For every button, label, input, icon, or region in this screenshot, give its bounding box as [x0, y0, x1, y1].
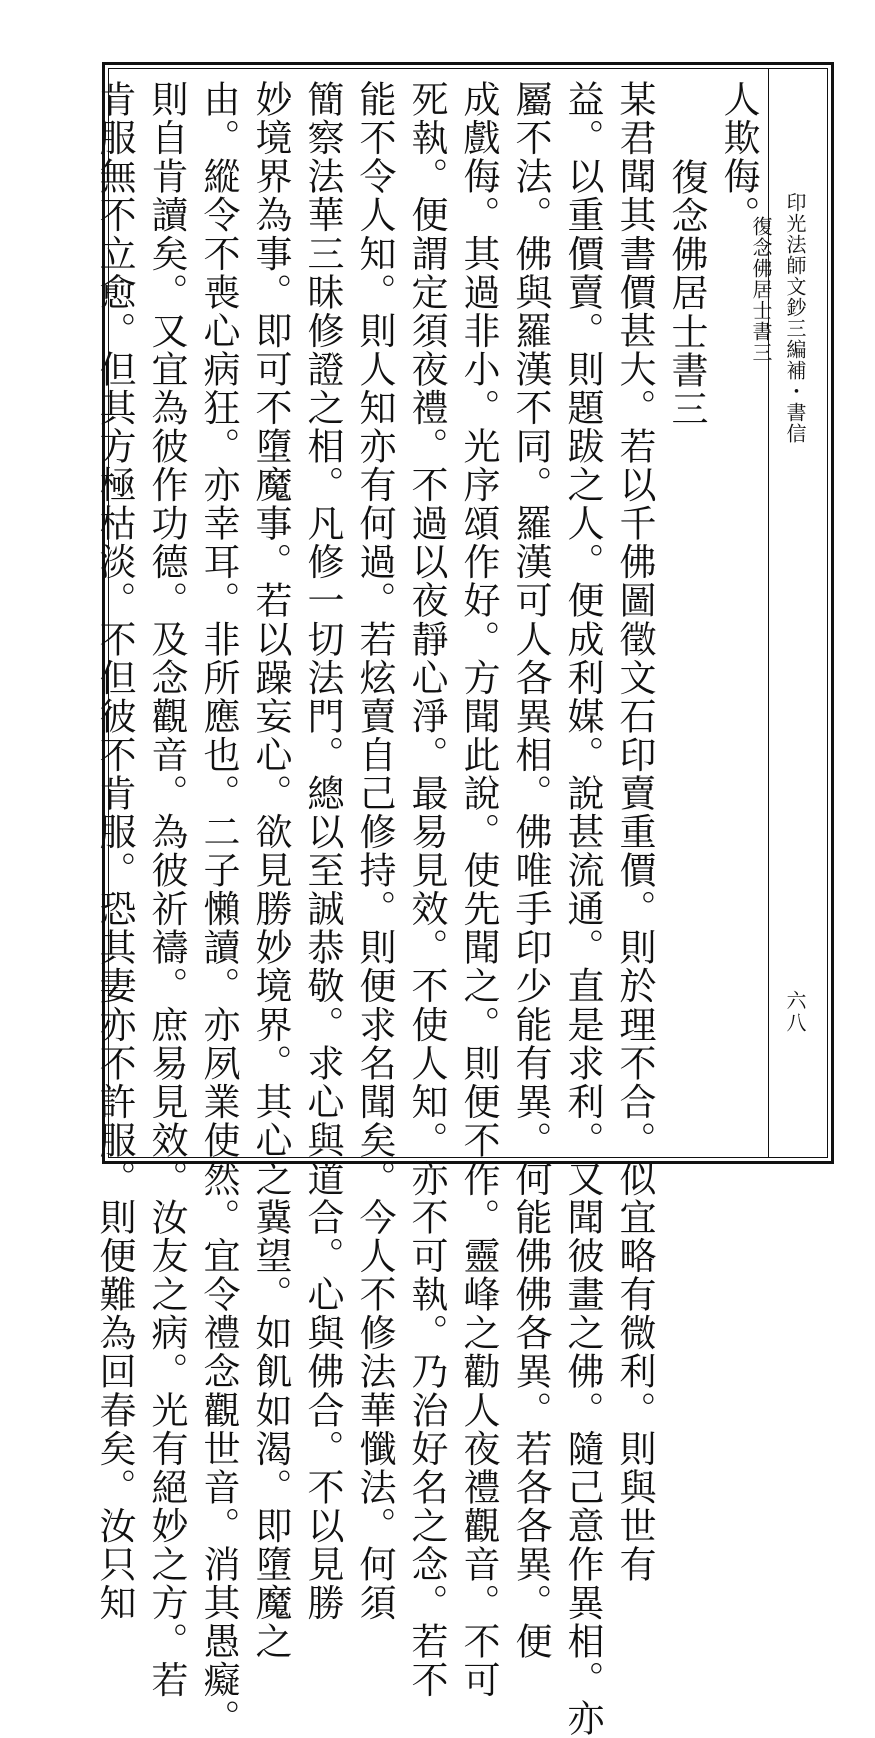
page-number: 六八 — [783, 990, 807, 1034]
book-title: 印光法師文鈔三編補・書信 — [783, 192, 807, 444]
text-line: 能不令人知。則人知亦有何過。若炫賣自己修持。則便求名聞矣。今人不修法華懺法。何須 — [353, 80, 396, 1622]
text-line: 死執。便謂定須夜禮。不過以夜靜心淨。最易見效。不使人知。亦不可執。乃治好名之念。若不 — [405, 80, 448, 1700]
body-text — [93, 80, 764, 1738]
letter-title: 復念佛居士書三 — [665, 158, 708, 428]
text-line: 成戲侮。其過非小。光序頌作好。方聞此說。使先聞之。則便不作。靈峰之勸人夜禮觀音。不可 — [457, 80, 500, 1700]
text-line: 簡察法華三昧修證之相。凡修一切法門。總以至誠恭敬。求心與道合。心與佛合。不以見勝 — [301, 80, 344, 1622]
text-line: 人欺侮。 — [717, 80, 760, 235]
text-line: 益。以重價賣。則題跋之人。便成利媒。說甚流通。直是求利。又聞彼畫之佛。隨己意作異相。亦 — [561, 80, 604, 1738]
section-title: 復念佛居士書三 — [749, 216, 773, 363]
margin-column — [749, 192, 812, 1092]
text-line: 肯服無不立愈。但其方極枯淡。不但彼不肯服。恐其妻亦不許服。則便難為回春矣。汝只知 — [93, 80, 136, 1622]
text-line: 由。縱令不喪心病狂。亦幸耳。非所應也。二子懶讀。亦夙業使然。宜令禮念觀世音。消其愚癡。 — [197, 80, 240, 1738]
text-line: 屬不法。佛與羅漢不同。羅漢可人各異相。佛唯手印少能有異。何能佛佛各異。若各各異。便 — [509, 80, 552, 1661]
text-line: 妙境界為事。即可不墮魔事。若以躁妄心。欲見勝妙境界。其心之冀望。如飢如渴。即墮魔之 — [249, 80, 292, 1661]
text-line: 則自肯讀矣。又宜為彼作功德。及念觀音。為彼祈禱。庶易見效。汝友之病。光有絕妙之方。若 — [145, 80, 188, 1700]
text-line: 某君聞其書價甚大。若以千佛圖徵文石印賣重價。則於理不合。似宜略有微利。則與世有 — [613, 80, 656, 1584]
